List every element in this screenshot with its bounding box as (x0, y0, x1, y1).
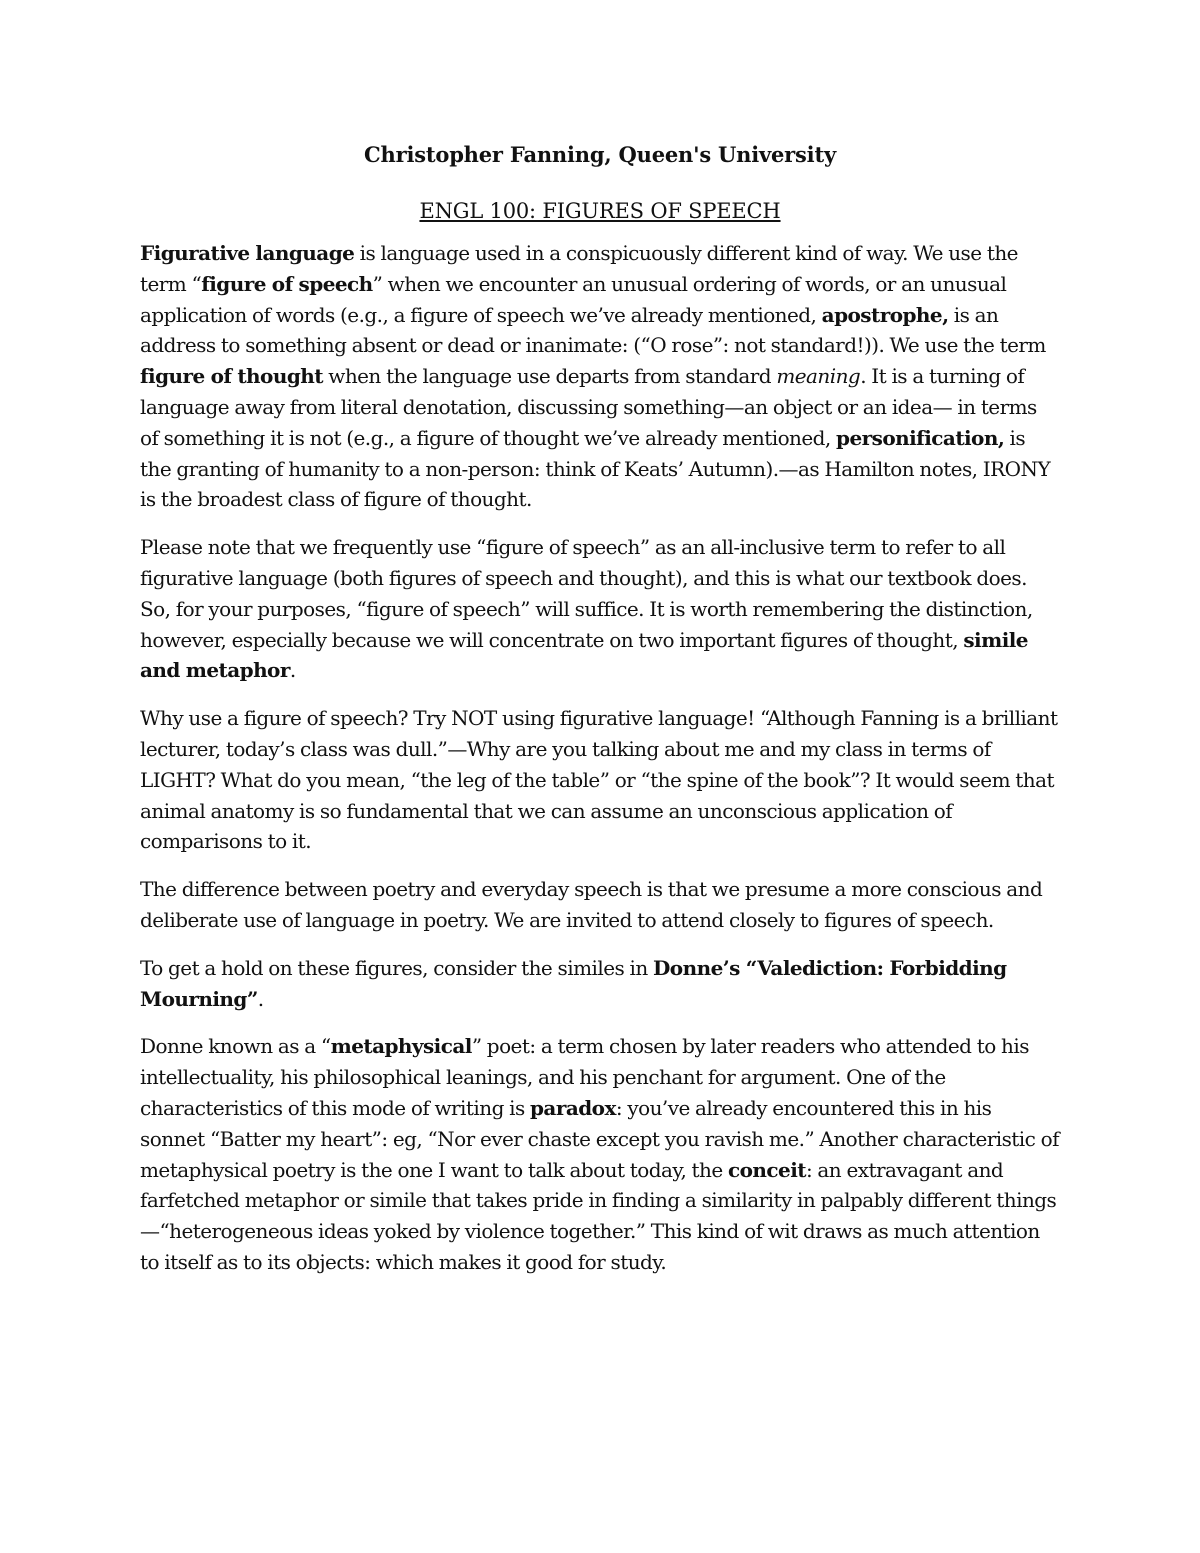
paragraph-why-use (140, 703, 1060, 857)
term-paradox: paradox (530, 1095, 616, 1120)
text-span: The difference between poetry and everyday speech is that we presume a more conscious and deliberate use of language in poetry. We are invited to attend closely to figures of speech. (140, 877, 1043, 932)
text-span: To get a hold on these figures, consider the similes in (140, 955, 653, 980)
paragraph-metaphysical (140, 1031, 1060, 1277)
term-conceit: conceit (727, 1157, 806, 1182)
text-span: . It is a turning of language away from literal denotation, discussing something—an object or an idea— in terms of something it is not (e.g., a figure of thought we’ve already mentioned, (140, 364, 1037, 450)
text-span: ” poet: a term chosen by later readers who attended to his intellectuality, his philosophical leanings, and his penchant for argument. One of the characteristics of this mode of writing is (140, 1034, 1029, 1120)
text-span: Why use a figure of speech? Try NOT using figurative language! “Although Fanning is a brilliant lecturer, today’s class was dull.”—Why are you talking about me and my class in terms of LIGHT? What do you mean, “the leg of the table” or “the spine of the book”? It would seem that animal anatomy is so fundamental that we can assume an unconscious application of comparisons to it. (140, 706, 1058, 854)
text-span: is language used in a conspicuously different kind of way. We use the term “ (140, 241, 1018, 296)
text-span: ” when we encounter an unusual ordering of words, or an unusual application of words (e.g., a figure of speech we’ve already mentioned, (140, 271, 1007, 327)
text-span: . (257, 986, 264, 1011)
term-figure-of-speech: figure of speech (201, 271, 373, 296)
text-span: : you’ve already encountered this in his sonnet “Batter my heart”: eg, “Nor ever chaste except you ravish me.” Another characteristic of metaphysical poetry is the one I want to talk about today, the (140, 1095, 1059, 1182)
paragraph-distinction (140, 532, 1060, 686)
course-title: ENGL 100: FIGURES OF SPEECH (419, 199, 781, 223)
term-valediction-title: Donne’s “Valediction: Forbidding Mourning” (140, 955, 1007, 1011)
term-meaning: meaning (776, 364, 861, 389)
term-simile-and-metaphor: simile and metaphor (140, 627, 1028, 683)
term-figure-of-thought: figure of thought (140, 364, 323, 389)
paragraph-poetry-difference (140, 874, 1060, 936)
text-span: is the granting of humanity to a non-person: think of Keats’ Autumn).—as Hamilton notes, IRONY is the broadest class of figure of thought. (140, 425, 1051, 512)
term-figurative-language: Figurative language (140, 241, 355, 265)
text-span: is an address to something absent or dead or inanimate: (“O rose”: not standard!)). We use the term (140, 302, 1046, 358)
text-span: when the language use departs from standard (322, 364, 777, 389)
text-span: . (289, 658, 296, 683)
paragraph-donne-similes (140, 953, 1060, 1015)
term-metaphysical: metaphysical (330, 1034, 472, 1059)
author-heading: Christopher Fanning, Queen's University (364, 142, 836, 167)
text-span: Please note that we frequently use “figure of speech” as an all-inclusive term to refer to all figurative language (both figures of speech and thought), and this is what our textbook does. So, for your purposes, “figure of speech” will suffice. It is worth remembering the distinction, however, especially because we will concentrate on two important figures of thought, (140, 535, 1033, 652)
term-personification: personification, (836, 425, 1005, 450)
text-span: Donne known as a “ (140, 1034, 331, 1059)
document-page (140, 138, 1060, 1295)
term-apostrophe: apostrophe, (821, 302, 949, 327)
paragraph-figurative-language (140, 238, 1060, 515)
text-span: : an extravagant and farfetched metaphor or simile that takes pride in finding a similarity in palpably different things—“heterogeneous ideas yoked by violence together.” This kind of wit draws as much attention to itself as to its objects: which makes it good for study. (140, 1157, 1057, 1274)
